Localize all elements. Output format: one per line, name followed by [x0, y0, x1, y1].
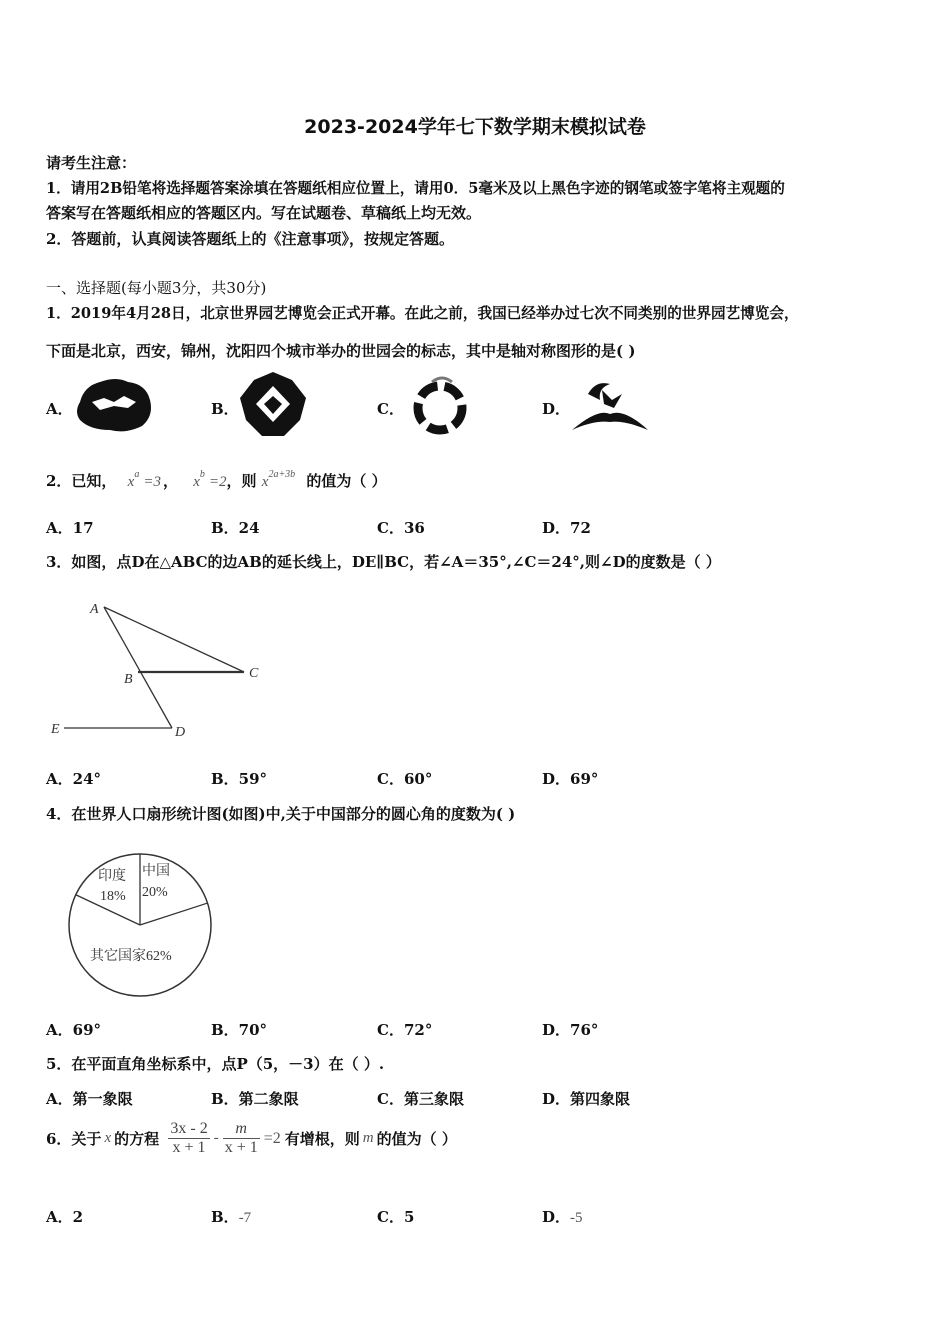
- q6-denominator-2: x + 1: [224, 1139, 258, 1156]
- q6-option-d-label: D．: [542, 1208, 571, 1226]
- q6-var-m: m: [362, 1130, 374, 1146]
- q4-value-china: 20%: [142, 885, 168, 900]
- q4-question: 4．在世界人口扇形统计图(如图)中,关于中国部分的圆心角的度数为( ): [46, 805, 516, 823]
- q2-question: [46, 470, 387, 491]
- q6-option-b-value: -7: [238, 1210, 252, 1226]
- q5-option-c[interactable]: C．第三象限: [377, 1090, 464, 1108]
- q6-minus: -: [213, 1130, 219, 1146]
- q3-label-e: E: [51, 722, 60, 737]
- q4-option-a[interactable]: A．69°: [46, 1021, 102, 1039]
- notice-heading: 请考生注意：: [46, 154, 137, 172]
- q2-option-c[interactable]: C．36: [377, 519, 425, 537]
- q4-label-india: 印度: [98, 869, 126, 884]
- q6-fraction-1: [168, 1120, 209, 1157]
- q6-option-a[interactable]: A．2: [46, 1208, 84, 1226]
- q2-sep: ，: [162, 472, 178, 490]
- q3-option-a[interactable]: A．24°: [46, 770, 102, 788]
- q2-suffix: 的值为（ ）: [306, 472, 387, 490]
- q3-segment-ad: [104, 607, 172, 728]
- q3-question: 3．如图，点D在△ABC的边AB的延长线上，DE∥BC，若∠A＝35°,∠C＝24°,则∠D的度数是（ ）: [46, 553, 721, 571]
- q5-question: 5．在平面直角坐标系中，点P（5，－3）在（ ）.: [46, 1055, 385, 1073]
- q2-x2: x: [193, 474, 200, 490]
- section-heading: 一、选择题(每小题3分，共30分): [46, 279, 267, 297]
- q6-mid: 的方程: [114, 1130, 160, 1148]
- q4-label-others: 其它国家62%: [90, 949, 172, 964]
- q6-option-d[interactable]: [542, 1206, 583, 1227]
- q4-pie-chart: [62, 850, 218, 1002]
- q6-after: 有增根，则: [284, 1130, 360, 1148]
- q4-value-india: 18%: [100, 889, 126, 904]
- q6-option-b-label: B．: [211, 1208, 239, 1226]
- q5-option-b[interactable]: B．第二象限: [211, 1090, 299, 1108]
- q1-logo-c: [402, 374, 478, 440]
- q2-option-b[interactable]: B．24: [211, 519, 260, 537]
- q2-option-a[interactable]: A．17: [46, 519, 94, 537]
- q3-option-c[interactable]: C．60°: [377, 770, 433, 788]
- q1-option-b[interactable]: B．: [211, 400, 239, 418]
- q2-then: ，则: [226, 472, 257, 490]
- q4-option-c[interactable]: C．72°: [377, 1021, 433, 1039]
- q2-exp-a: a: [134, 469, 140, 480]
- q1-logo-b: [236, 370, 310, 440]
- q6-option-b[interactable]: [211, 1206, 251, 1227]
- page-title: 2023-2024学年七下数学期末模拟试卷: [304, 116, 646, 138]
- q6-option-c[interactable]: C．5: [377, 1208, 415, 1226]
- q5-option-d[interactable]: D．第四象限: [542, 1090, 631, 1108]
- q3-segment-ac: [104, 607, 244, 672]
- q6-question: [46, 1120, 457, 1157]
- q4-option-d[interactable]: D．76°: [542, 1021, 599, 1039]
- q1-option-d[interactable]: D．: [542, 400, 571, 418]
- q6-denominator-1: x + 1: [168, 1138, 209, 1157]
- q6-numerator-1: 3x - 2: [170, 1120, 208, 1137]
- q2-prefix: 2．已知，: [46, 472, 117, 490]
- q3-option-d[interactable]: D．69°: [542, 770, 599, 788]
- q3-label-a: A: [90, 602, 99, 617]
- q4-option-b[interactable]: B．70°: [211, 1021, 268, 1039]
- q3-triangle-figure: [46, 595, 276, 745]
- q5-option-a[interactable]: A．第一象限: [46, 1090, 133, 1108]
- q2-val-1: =3: [143, 474, 161, 490]
- q1-line-1: 1．2019年4月28日，北京世界园艺博览会正式开幕。在此之前，我国已经举办过七次不同类别的世界园艺博览会，: [46, 305, 799, 322]
- q2-x3: x: [261, 474, 269, 490]
- notice-line-1b: 答案写在答题纸相应的答题区内。写在试题卷、草稿纸上均无效。: [46, 204, 482, 222]
- q2-exp-sum: 2a+3b: [268, 469, 296, 480]
- q3-label-d: D: [175, 725, 186, 740]
- notice-line-1a: 1．请用2B铅笔将选择题答案涂填在答题纸相应位置上，请用0．5毫米及以上黑色字迹的钢笔或签字笔将主观题的: [46, 180, 785, 197]
- q1-option-c[interactable]: C．: [377, 400, 404, 418]
- q2-option-d[interactable]: D．72: [542, 519, 591, 537]
- q4-slice-boundary-china-end: [140, 903, 208, 925]
- q6-equals: =2: [263, 1129, 281, 1147]
- q6-numerator-2: m: [235, 1120, 247, 1137]
- q2-val-2: =2: [208, 474, 227, 490]
- q6-fraction-2: [223, 1120, 260, 1157]
- q3-option-b[interactable]: B．59°: [211, 770, 268, 788]
- q2-exp-b: b: [199, 469, 205, 480]
- q1-line-2: 下面是北京，西安，锦州，沈阳四个城市举办的世园会的标志，其中是轴对称图形的是( ): [46, 342, 636, 360]
- q4-label-china: 中国: [142, 864, 170, 879]
- q1-logo-a: [70, 372, 156, 436]
- q3-label-c: C: [249, 666, 259, 681]
- q6-option-d-value: -5: [570, 1210, 583, 1226]
- q1-option-a[interactable]: A．: [46, 400, 73, 418]
- q2-x1: x: [127, 474, 135, 490]
- q6-suffix: 的值为（ ）: [376, 1130, 457, 1148]
- q6-prefix: 6．关于: [46, 1130, 102, 1148]
- notice-line-2: 2．答题前，认真阅读答题纸上的《注意事项》，按规定答题。: [46, 230, 454, 248]
- q1-logo-d: [568, 374, 652, 440]
- q6-var-x: x: [104, 1130, 112, 1146]
- q3-label-b: B: [124, 672, 133, 687]
